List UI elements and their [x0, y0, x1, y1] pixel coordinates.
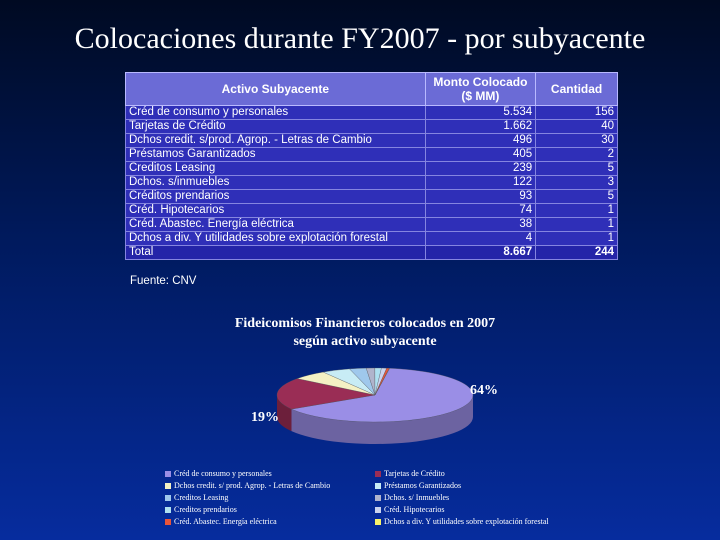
- legend-item: [375, 492, 595, 503]
- cell-asset-name: Creditos Leasing: [126, 162, 426, 176]
- cell-count: 40: [536, 120, 618, 134]
- cell-count: 1: [536, 218, 618, 232]
- table-row: [126, 218, 618, 232]
- data-label-19: 19%: [251, 410, 279, 425]
- table-total-row: [126, 246, 618, 260]
- legend-item: [375, 516, 595, 527]
- legend-item: [375, 468, 595, 479]
- legend-label: Tarjetas de Crédito: [384, 469, 445, 478]
- cell-asset-name: Dchos credit. s/prod. Agrop. - Letras de Cambio: [126, 134, 426, 148]
- slide-title: Colocaciones durante FY2007 - por subyacente: [74, 22, 646, 55]
- legend-item: [165, 504, 375, 515]
- cell-amount: 1.662: [425, 120, 536, 134]
- legend-label: Dchos. s/ Inmuebles: [384, 493, 450, 502]
- legend-label: Creditos Leasing: [174, 493, 229, 502]
- cell-amount: 93: [425, 190, 536, 204]
- cell-asset-name: Créditos prendarios: [126, 190, 426, 204]
- cell-amount: 496: [425, 134, 536, 148]
- total-label: Total: [126, 246, 426, 260]
- table-row: [126, 190, 618, 204]
- legend-item: [165, 480, 375, 491]
- table-row: [126, 176, 618, 190]
- table-row: [126, 204, 618, 218]
- legend-label: Creditos prendarios: [174, 505, 237, 514]
- chart-title: Fideicomisos Financieros colocados en 2007 según activo subyacente: [234, 316, 496, 349]
- table-header-row: [126, 73, 618, 106]
- cell-amount: 405: [425, 148, 536, 162]
- cell-count: 30: [536, 134, 618, 148]
- legend-item: [375, 504, 595, 515]
- chart-legend: [165, 468, 595, 527]
- cell-asset-name: Dchos. s/inmuebles: [126, 176, 426, 190]
- legend-swatch: [375, 471, 381, 477]
- cell-asset-name: Tarjetas de Crédito: [126, 120, 426, 134]
- legend-item: [375, 480, 595, 491]
- cell-amount: 122: [425, 176, 536, 190]
- cell-asset-name: Dchos a div. Y utilidades sobre explotación forestal: [126, 232, 426, 246]
- header-monto: Monto Colocado ($ MM): [425, 73, 536, 106]
- table-row: [126, 106, 618, 120]
- cell-amount: 74: [425, 204, 536, 218]
- legend-swatch: [375, 495, 381, 501]
- header-cantidad: Cantidad: [536, 73, 618, 106]
- cell-count: 2: [536, 148, 618, 162]
- legend-swatch: [165, 519, 171, 525]
- legend-label: Créd de consumo y personales: [174, 469, 272, 478]
- table-row: [126, 232, 618, 246]
- table-row: [126, 148, 618, 162]
- legend-swatch: [165, 495, 171, 501]
- legend-item: [165, 516, 375, 527]
- cell-count: 3: [536, 176, 618, 190]
- legend-swatch: [165, 471, 171, 477]
- legend-swatch: [375, 507, 381, 513]
- legend-item: [165, 492, 375, 503]
- cell-amount: 239: [425, 162, 536, 176]
- cell-amount: 5.534: [425, 106, 536, 120]
- legend-swatch: [165, 507, 171, 513]
- pie-chart: [265, 360, 485, 460]
- legend-swatch: [375, 519, 381, 525]
- header-activo: Activo Subyacente: [126, 73, 426, 106]
- legend-label: Dchos a div. Y utilidades sobre explotación forestal: [384, 517, 549, 526]
- cell-count: 156: [536, 106, 618, 120]
- underlying-assets-table: [125, 72, 618, 260]
- cell-asset-name: Créd de consumo y personales: [126, 106, 426, 120]
- cell-asset-name: Créd. Hipotecarios: [126, 204, 426, 218]
- cell-count: 5: [536, 190, 618, 204]
- legend-swatch: [375, 483, 381, 489]
- source-note: Fuente: CNV: [130, 275, 197, 287]
- cell-count: 5: [536, 162, 618, 176]
- cell-amount: 4: [425, 232, 536, 246]
- total-count: 244: [536, 246, 618, 260]
- legend-item: [165, 468, 375, 479]
- total-amount: 8.667: [425, 246, 536, 260]
- data-label-64: 64%: [470, 383, 498, 398]
- legend-label: Créd. Hipotecarios: [384, 505, 445, 514]
- cell-count: 1: [536, 204, 618, 218]
- cell-count: 1: [536, 232, 618, 246]
- legend-label: Préstamos Garantizados: [384, 481, 462, 490]
- table-row: [126, 162, 618, 176]
- legend-swatch: [165, 483, 171, 489]
- cell-asset-name: Préstamos Garantizados: [126, 148, 426, 162]
- legend-label: Créd. Abastec. Energía eléctrica: [174, 517, 277, 526]
- legend-label: Dchos credit. s/ prod. Agrop. - Letras de Cambio: [174, 481, 331, 490]
- table-row: [126, 134, 618, 148]
- table-row: [126, 120, 618, 134]
- cell-amount: 38: [425, 218, 536, 232]
- cell-asset-name: Créd. Abastec. Energía eléctrica: [126, 218, 426, 232]
